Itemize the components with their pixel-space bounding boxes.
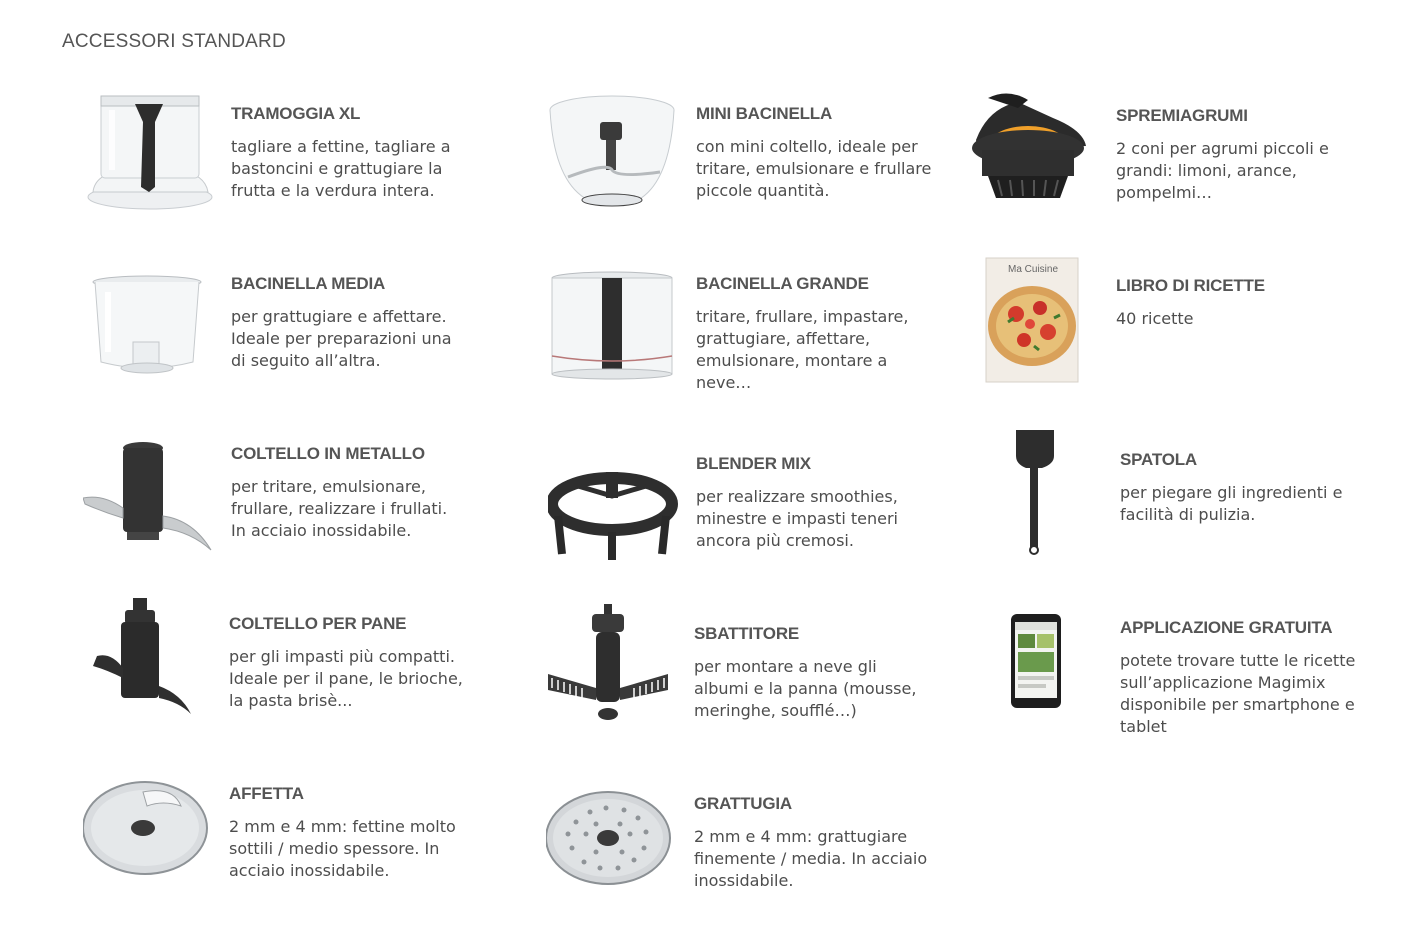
item-text: [694, 782, 944, 892]
recipe-book-icon: [968, 256, 1103, 386]
item-text: [231, 92, 481, 202]
accessory-coltello-in-metallo: [83, 432, 543, 572]
accessory-spatola: [968, 428, 1411, 568]
medium-bowl-icon: [83, 262, 218, 392]
item-text: [229, 598, 479, 712]
item-title: COLTELLO PER PANE: [229, 614, 407, 633]
item-title: SBATTITORE: [694, 624, 800, 643]
item-title: SPREMIAGRUMI: [1116, 106, 1248, 125]
item-description: per grattugiare e affettare. Ideale per preparazioni una di seguito all’altra.: [231, 307, 452, 370]
item-text: [696, 442, 946, 552]
mini-bowl-icon: [548, 92, 683, 222]
item-description: tritare, frullare, impastare, grattugiare, affettare, emulsionare, montare a neve…: [696, 307, 909, 392]
accessory-sbattitore: [546, 604, 1006, 744]
item-description: potete trovare tutte le ricette sull’applicazione Magimix disponibile per smartphone e tablet: [1120, 651, 1356, 736]
item-text: [231, 432, 481, 542]
item-description: per montare a neve gli albumi e la panna (mousse, meringhe, soufflé…): [694, 657, 917, 720]
item-description: per tritare, emulsionare, frullare, realizzare i frullati. In acciaio inossidabile.: [231, 477, 448, 540]
item-text: [1116, 88, 1366, 204]
item-text: [694, 604, 944, 722]
item-description: 2 mm e 4 mm: grattugiare finemente / media. In acciaio inossidabile.: [694, 827, 928, 890]
item-title: TRAMOGGIA XL: [231, 104, 361, 123]
item-title: SPATOLA: [1120, 450, 1197, 469]
item-title: APPLICAZIONE GRATUITA: [1120, 618, 1333, 637]
accessory-libro-di-ricette: [968, 256, 1411, 396]
item-description: con mini coltello, ideale per tritare, emulsionare e frullare piccole quantità.: [696, 137, 932, 200]
whisk-icon: [546, 604, 681, 734]
item-title: AFFETTA: [229, 784, 304, 803]
item-description: 40 ricette: [1116, 309, 1194, 328]
accessory-mini-bacinella: [548, 92, 1008, 232]
accessory-spremiagrumi: [968, 88, 1411, 228]
xl-feed-tube-icon: [83, 92, 218, 222]
smartphone-app-icon: [985, 604, 1095, 734]
accessory-affetta: [83, 772, 543, 912]
accessory-bacinella-media: [83, 262, 543, 402]
item-description: per piegare gli ingredienti e facilità di pulizia.: [1120, 483, 1343, 524]
grating-disc-icon: [546, 782, 681, 912]
item-description: 2 mm e 4 mm: fettine molto sottili / medio spessore. In acciaio inossidabile.: [229, 817, 456, 880]
accessory-tramoggia-xl: [83, 92, 543, 232]
accessory-coltello-per-pane: [83, 598, 543, 738]
item-description: per realizzare smoothies, minestre e impasti teneri ancora più cremosi.: [696, 487, 898, 550]
item-description: tagliare a fettine, tagliare a bastoncini e grattugiare la frutta e la verdura intera.: [231, 137, 451, 200]
item-text: [1120, 604, 1370, 738]
item-description: per gli impasti più compatti. Ideale per il pane, le brioche, la pasta brisè...: [229, 647, 463, 710]
item-title: MINI BACINELLA: [696, 104, 833, 123]
accessory-blender-mix: [548, 442, 1008, 582]
spatula-icon: [968, 428, 1103, 558]
item-text: [231, 262, 481, 372]
slicing-disc-icon: [83, 772, 218, 902]
metal-blade-icon: [83, 432, 218, 562]
item-title: GRATTUGIA: [694, 794, 792, 813]
item-description: 2 coni per agrumi piccoli e grandi: limoni, arance, pompelmi…: [1116, 139, 1329, 202]
page-title: ACCESSORI STANDARD: [62, 31, 286, 52]
item-title: BLENDER MIX: [696, 454, 811, 473]
dough-blade-icon: [83, 598, 218, 728]
item-title: BACINELLA GRANDE: [696, 274, 869, 293]
item-title: LIBRO DI RICETTE: [1116, 276, 1265, 295]
accessory-bacinella-grande: [548, 262, 1008, 402]
cover-text: Ma Cuisine: [1008, 264, 1059, 275]
item-text: [229, 772, 479, 882]
item-text: [696, 262, 946, 394]
item-text: [1120, 428, 1370, 526]
accessory-applicazione-gratuita: [985, 604, 1411, 744]
item-title: COLTELLO IN METALLO: [231, 444, 425, 463]
item-text: [696, 92, 946, 202]
citrus-press-icon: [968, 88, 1103, 218]
large-bowl-icon: [548, 262, 683, 392]
accessory-grattugia: [546, 782, 1006, 922]
item-title: BACINELLA MEDIA: [231, 274, 386, 293]
blender-mix-icon: [548, 442, 683, 572]
item-text: [1116, 256, 1366, 330]
